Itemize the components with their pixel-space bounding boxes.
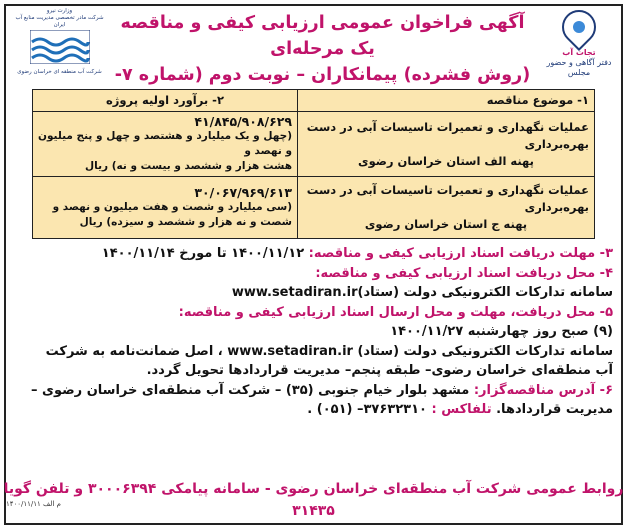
- subject-line: پهنه الف استان خراسان رضوی: [358, 153, 534, 168]
- estimate-amount: ۴۱/۸۴۵/۹۰۸/۶۲۹: [194, 114, 292, 129]
- title-line-2: (روش فشرده) پیمانکاران – نوبت دوم (شماره ۷-: [114, 65, 531, 85]
- contracts-dept: مدیریت قراردادها.: [491, 402, 613, 417]
- deadline-heading: ۳- مهلت دریافت اسناد ارزیابی کیفی و مناقصه:: [308, 246, 613, 261]
- water-wave-icon: [30, 30, 90, 64]
- documents-heading-line: [14, 264, 613, 284]
- submission-place: سامانه تدارکات الکترونیکی دولت (ستاد) www.setadiran.ir ، اصل ضمانت‌نامه به شرکت: [45, 343, 613, 359]
- subject-line: عملیات نگهداری و تعمیرات تاسیسات آبی در دست بهره‌برداری: [306, 183, 589, 214]
- estimate-cell: [33, 112, 298, 177]
- tender-table: [32, 89, 595, 239]
- title-line-1: آگهی فراخوان عمومی ارزیابی کیفی و مناقصه یک مرحله‌ای: [120, 13, 525, 59]
- estimate-words: شصت و نه هزار و ششصد و سیزده) ریال: [79, 216, 292, 228]
- tender-details: [14, 244, 613, 420]
- logo-line-3: شرکت آب منطقه ای خراسان رضوی: [17, 69, 102, 75]
- documents-heading: ۴- محل دریافت اسناد ارزیابی کیفی و مناقصه:: [315, 265, 613, 281]
- subject-line: پهنه ج استان خراسان رضوی: [364, 217, 528, 231]
- logo-line-2: شرکت مادر تخصصی مدیریت منابع آب ایران: [15, 15, 104, 28]
- subject-cell: [298, 177, 595, 239]
- tender-logo: [541, 10, 617, 77]
- fax-number: ۳۷۶۳۲۳۱۰– (۰۵۱) .: [307, 402, 432, 417]
- water-drop-icon: [555, 3, 603, 51]
- submission-deadline: (۹) صبح روز چهارشنبه ۱۴۰۰/۱۱/۲۷: [390, 324, 613, 339]
- ministry-logo: [12, 8, 107, 75]
- estimate-cell: [33, 177, 298, 239]
- estimate-words: (چهل و یک میلیارد و هشتصد و چهل و پنج میلیون و نهصد و: [38, 130, 292, 157]
- estimate-words: (سی میلیارد و شصت و هفت میلیون و نهصد و: [52, 201, 292, 213]
- address-value: مشهد بلوار خیام جنوبی (۳۵) – شرکت آب منطقه‌ای خراسان رضوی –: [31, 382, 474, 398]
- logo-caption: دفتر آگاهی و حضور مجلس: [546, 58, 612, 77]
- address-line: [14, 381, 613, 401]
- table-row: [33, 112, 595, 177]
- fax-line: [14, 400, 613, 420]
- table-header-row: [33, 90, 595, 112]
- subject-cell: [298, 112, 595, 177]
- logo-line-1: وزارت نیرو: [46, 8, 73, 14]
- deadline-line: [14, 244, 613, 264]
- publish-stamp: م الف ۱۴۰۰/۱۱/۱۱: [6, 500, 61, 508]
- fax-label: تلفاکس :: [431, 402, 492, 417]
- table-row: [33, 177, 595, 239]
- estimate-amount: ۳۰/۰۶۷/۹۶۹/۶۱۳: [194, 185, 292, 200]
- header-subject: ۱- موضوع مناقصه: [298, 90, 595, 112]
- header-estimate: ۲- برآورد اولیه پروژه: [33, 90, 298, 112]
- estimate-words: هشت هزار و ششصد و بیست و نه) ریال: [85, 160, 292, 172]
- address-heading: ۶- آدرس مناقصه‌گزار:: [473, 382, 613, 398]
- submission-heading: ۵- محل دریافت، مهلت و محل ارسال اسناد ارزیابی کیفی و مناقصه:: [178, 304, 613, 320]
- subject-line: عملیات نگهداری و تعمیرات تاسیسات آبی در دست بهره‌برداری: [306, 119, 589, 151]
- deadline-value: ۱۴۰۰/۱۱/۱۲ تا مورخ ۱۴۰۰/۱۱/۱۴: [101, 246, 309, 261]
- logo-brand: تجات آب: [562, 48, 596, 57]
- submission-heading-line: [14, 303, 613, 323]
- submission-guarantee: آب منطقه‌ای خراسان رضوی– طبقه پنجم– مدیریت قراردادها تحویل گردد.: [146, 363, 613, 378]
- footer-contact: روابط عمومی شرکت آب منطقه‌ای خراسان رضوی - سامانه پیامکی ۳۰۰۰۶۳۹۴ و تلفن گویا ۳۱۴۳۵: [3, 481, 624, 519]
- documents-value: سامانه تدارکات الکترونیکی دولت (ستاد)www.setadiran.ir: [231, 285, 613, 300]
